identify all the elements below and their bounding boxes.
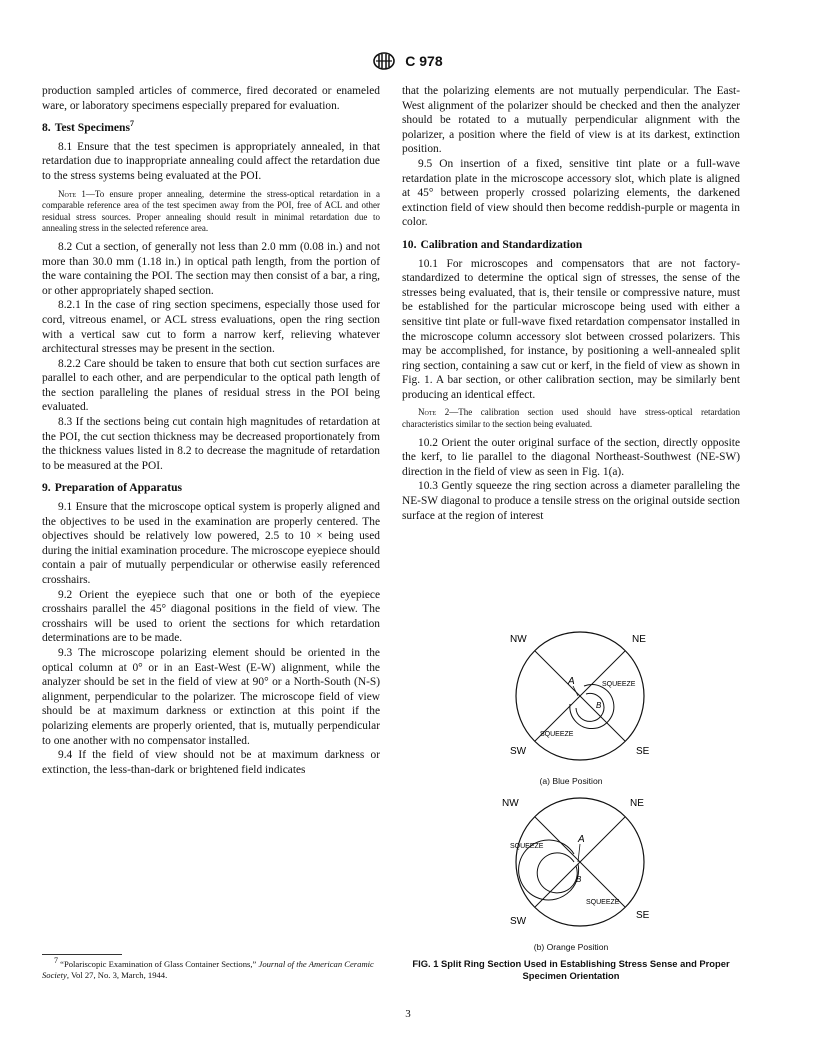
paragraph-10-3: 10.3 Gently squeeze the ring section across a diameter paralleling the NE-SW diagonal to produce a tensile stress on the original outside section surface at the region of interest: [402, 480, 740, 522]
squeeze-label-top: SQUEEZE: [510, 843, 544, 850]
paragraph-9-5: 9.5 On insertion of a fixed, sensitive tint plate or a full-wave retardation plate in the microscope accessory slot, which plate is aligned at 45° between properly crossed polarizing elements, the darkened extinction field of view should then become reddish-purple or magenta in color.: [402, 157, 740, 229]
paragraph-9-2: 9.2 Orient the eyepiece such that one or both of the eyepiece crosshairs parallel the 45° diagonal positions in the field of view. The crosshairs will be used to orient the sections for which retardation determinations are to be made.: [42, 588, 380, 645]
paragraph-8-2-1: 8.2.1 In the case of ring section specimens, especially those used for cord, vitreous enamel, or ACL stress evaluations, open the ring section with a vertical saw cut to form a narrow kerf, relieving whatever architectural stresses may be present in the section.: [42, 299, 380, 356]
section-9-heading: 9. Preparation of Apparatus: [42, 481, 183, 495]
figure-1a: [490, 628, 670, 773]
paragraph-9-4: 9.4 If the field of view should not be at maximum darkness or extinction, the less-than-dark or brightened field indicates: [42, 749, 380, 776]
right-column: [402, 84, 740, 523]
label-b: B: [596, 701, 602, 710]
label-ne: NE: [630, 798, 644, 809]
note-1: Note 1—To ensure proper annealing, determine the stress-optical retardation in a comparable reference area of the test specimen away from the POI, free of ACL and other residual stress sources. Proper annealing should result in minimal retardation due to annealing stress in the selected reference area.: [42, 188, 380, 234]
paragraph-10-1: 10.1 For microscopes and compensators that are not factory-standardized to determine the optical sign of stresses, the sense of the stresses being evaluated, that is, their tensile or compressive nature, must be established for the particular microscope being used with either a sensitive tint plate or full-wave fixed retardation compensator installed in the microscope column accessory slot between crossed polarizers. This may be accomplished, for instance, by positioning a well-annealed split ring section, containing a saw cut or kerf, in the field of view as shown in Fig. 1. A bar section, or other calibration section, may be similarly bent producing an identical effect.: [402, 257, 740, 401]
section-8-heading: 8. Test Specimens$^7$: [42, 119, 134, 135]
figure-1-title: FIG. 1 Split Ring Section Used in Establishing Stress Sense and Proper Specimen Orientation: [412, 958, 730, 981]
label-nw: NW: [510, 634, 527, 645]
paragraph-8-2: 8.2 Cut a section, of generally not less than 2.0 mm (0.08 in.) and not more than 30.0 mm (1.18 in.) in optical path length, from the portion of the ware containing the POI. The section may then consist of a bar, a ring, or other appropriately shaped section.: [42, 240, 380, 297]
label-a: A: [578, 834, 585, 845]
paragraph-10-2: 10.2 Orient the outer original surface of the section, directly opposite the kerf, to lie parallel to the diagonal Northeast-Southwest (NE-SW) direction in the field of view as seen in Fig. 1(a).: [402, 436, 740, 478]
note-2: Note 2—The calibration section used should have stress-optical retardation characteristics similar to the section being evaluated.: [402, 407, 740, 430]
squeeze-label-bottom: SQUEEZE: [540, 731, 574, 738]
standard-designation: C 978: [405, 53, 443, 70]
squeeze-label-bottom: SQUEEZE: [586, 899, 620, 906]
paragraph-9-1: 9.1 Ensure that the microscope optical system is properly aligned and the objectives to be used in the examination are properly centered. The objectives should be relatively low powered, 2.5 to 10 × being used during the initial examination procedure. The microscope eyepiece should contain a pair of mutually perpendicular or otherwise easily referenced crosshairs.: [42, 501, 380, 586]
paragraph-intro: production sampled articles of commerce, fired decorated or enameled ware, or laboratory specimens especially prepared for evaluation.: [42, 85, 380, 112]
section-10-heading: 10. Calibration and Standardization: [402, 237, 583, 251]
label-sw: SW: [510, 916, 527, 927]
paragraph-8-1: 8.1 Ensure that the test specimen is appropriately annealed, in that retardation due to inappropriate annealing could affect the retardation due to the stress systems being evaluated at the POI.: [42, 140, 380, 182]
paragraph-9-3: 9.3 The microscope polarizing element should be oriented in the optical column at 0° or in an East-West (E-W) alignment, while the analyzer should be set in the field of view at 90° or a North-South (N-S) alignment, perpendicular to the polarizer. The microscope field of view should be at maximum darkness or extinction at this point if the polarizing elements are properly oriented, that is, mutually perpendicular to one another with no compensator installed.: [42, 646, 380, 747]
paragraph-8-2-2: 8.2.2 Care should be taken to ensure that both cut section surfaces are parallel to each other, and are perpendicular to the optical path length of the section paralleling the planes of residual stress in the POI being evaluated.: [42, 357, 380, 414]
astm-logo-icon: [373, 52, 395, 73]
footnote-divider: [42, 954, 122, 955]
label-ne: NE: [632, 634, 646, 645]
figure-1b: [490, 792, 670, 935]
label-sw: SW: [510, 746, 527, 757]
label-nw: NW: [502, 798, 519, 809]
paragraph-continued: that the polarizing elements are not mutually perpendicular. The East-West alignment of the polarizer should be checked and then the analyzer should be rotated to a mutually perpendicular alignment with the polarizer, a position where the field of view is at its darkest, extinction position.: [402, 85, 740, 156]
squeeze-label-top: SQUEEZE: [602, 681, 636, 688]
label-se: SE: [636, 910, 650, 921]
label-a: A: [568, 676, 575, 687]
footnote-ref: 7: [129, 119, 134, 129]
left-column: [42, 84, 380, 777]
figure-1a-caption: (a) Blue Position: [539, 776, 603, 786]
label-b: B: [576, 875, 582, 884]
page-header: [0, 52, 816, 73]
footnote-7: $^7$ “Polariscopic Examination of Glass Container Sections,” Journal of the American Ceramic Society, Vol 27, No. 3, March, 1944.: [42, 956, 374, 980]
label-se: SE: [636, 746, 650, 757]
figure-1b-caption: (b) Orange Position: [533, 942, 609, 952]
paragraph-8-3: 8.3 If the sections being cut contain high magnitudes of retardation at the POI, the cut section thickness may be decreased proportionately from the thickness values listed in 8.2 to decrease the magnitude of retardation to be measured at the POI.: [42, 416, 380, 472]
page-number: 3: [405, 1008, 411, 1020]
